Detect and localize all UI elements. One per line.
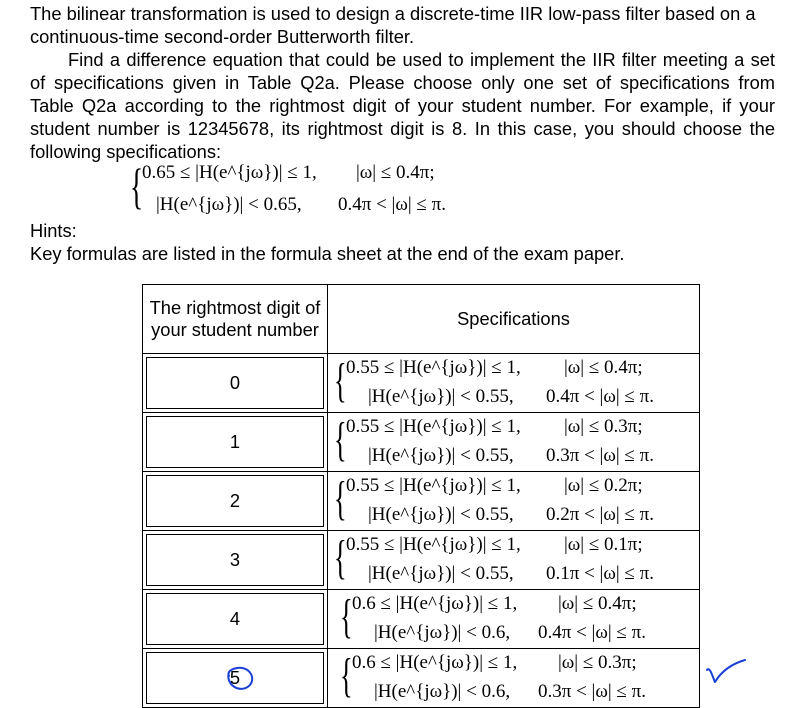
intro-paragraph-1: The bilinear transformation is used to design a discrete-time IIR low-pass filter based on a continuous-time second-order Butterworth filter. (30, 3, 756, 47)
example-passband-frequency: |ω| ≤ 0.4π; (356, 162, 435, 183)
stopband-magnitude: |H(e^{jω})| < 0.6, (374, 621, 511, 643)
passband-magnitude: 0.55 ≤ |H(e^{jω})| ≤ 1, (346, 474, 521, 496)
passband-frequency: |ω| ≤ 0.1π; (564, 533, 643, 555)
stopband-magnitude: |H(e^{jω})| < 0.6, (374, 680, 511, 702)
passband-magnitude: 0.6 ≤ |H(e^{jω})| ≤ 1, (352, 592, 518, 614)
table-row (143, 590, 700, 649)
digit-cell: 4 (146, 593, 324, 645)
left-brace: { (334, 471, 347, 525)
table-row (143, 472, 700, 531)
passband-frequency: |ω| ≤ 0.3π; (558, 651, 637, 673)
digit-cell: 1 (146, 416, 324, 468)
header-specifications: Specifications (328, 285, 700, 354)
handwritten-circle-mark (221, 662, 261, 696)
stopband-frequency: 0.4π < |ω| ≤ π. (546, 385, 654, 407)
stopband-magnitude: |H(e^{jω})| < 0.55, (368, 444, 514, 466)
hints-title: Hints: (30, 220, 77, 241)
passband-frequency: |ω| ≤ 0.3π; (564, 415, 643, 437)
spec-cell (328, 414, 699, 471)
left-brace: { (340, 589, 353, 643)
example-stopband-frequency: 0.4π < |ω| ≤ π. (338, 194, 446, 215)
intro-paragraph-2: Find a difference equation that could be used to implement the IIR filter meeting a set of specifications given in Table Q2a. Please choose only one set of specifications from Table Q2a according to the rightmost digit of your student number. For example, if your student number is 12345678, its rightmost digit is 8. In this case, you should choose the following specifications: (30, 49, 775, 162)
stopband-magnitude: |H(e^{jω})| < 0.55, (368, 562, 514, 584)
table-row (143, 413, 700, 472)
stopband-frequency: 0.2π < |ω| ≤ π. (546, 503, 654, 525)
example-stopband-magnitude: |H(e^{jω})| < 0.65, (156, 194, 302, 215)
specification-table (142, 284, 700, 708)
table-row (143, 531, 700, 590)
passband-frequency: |ω| ≤ 0.4π; (564, 356, 643, 378)
left-brace: { (130, 158, 144, 214)
spec-cell (328, 650, 699, 707)
spec-cell (328, 355, 699, 412)
digit-cell: 3 (146, 534, 324, 586)
digit-cell: 5 (146, 652, 324, 704)
stopband-frequency: 0.3π < |ω| ≤ π. (546, 444, 654, 466)
handwritten-check-mark (705, 656, 749, 686)
passband-magnitude: 0.55 ≤ |H(e^{jω})| ≤ 1, (346, 415, 521, 437)
spec-cell (328, 591, 699, 648)
left-brace: { (334, 353, 347, 407)
table-row (143, 354, 700, 413)
stopband-magnitude: |H(e^{jω})| < 0.55, (368, 385, 514, 407)
stopband-frequency: 0.4π < |ω| ≤ π. (538, 621, 646, 643)
table-header-row (143, 285, 700, 354)
passband-frequency: |ω| ≤ 0.2π; (564, 474, 643, 496)
hints-text: Key formulas are listed in the formula sheet at the end of the exam paper. (30, 243, 625, 264)
left-brace: { (334, 530, 347, 584)
example-specification (130, 160, 530, 222)
stopband-magnitude: |H(e^{jω})| < 0.55, (368, 503, 514, 525)
stopband-frequency: 0.1π < |ω| ≤ π. (546, 562, 654, 584)
left-brace: { (340, 648, 353, 702)
example-passband-magnitude: 0.65 ≤ |H(e^{jω})| ≤ 1, (142, 162, 317, 183)
stopband-frequency: 0.3π < |ω| ≤ π. (538, 680, 646, 702)
passband-magnitude: 0.6 ≤ |H(e^{jω})| ≤ 1, (352, 651, 518, 673)
digit-cell: 2 (146, 475, 324, 527)
passband-magnitude: 0.55 ≤ |H(e^{jω})| ≤ 1, (346, 533, 521, 555)
left-brace: { (334, 412, 347, 466)
digit-cell: 0 (146, 357, 324, 409)
spec-cell (328, 473, 699, 530)
passband-frequency: |ω| ≤ 0.4π; (558, 592, 637, 614)
header-digit: The rightmost digit of your student number (143, 285, 328, 354)
passband-magnitude: 0.55 ≤ |H(e^{jω})| ≤ 1, (346, 356, 521, 378)
spec-cell (328, 532, 699, 589)
